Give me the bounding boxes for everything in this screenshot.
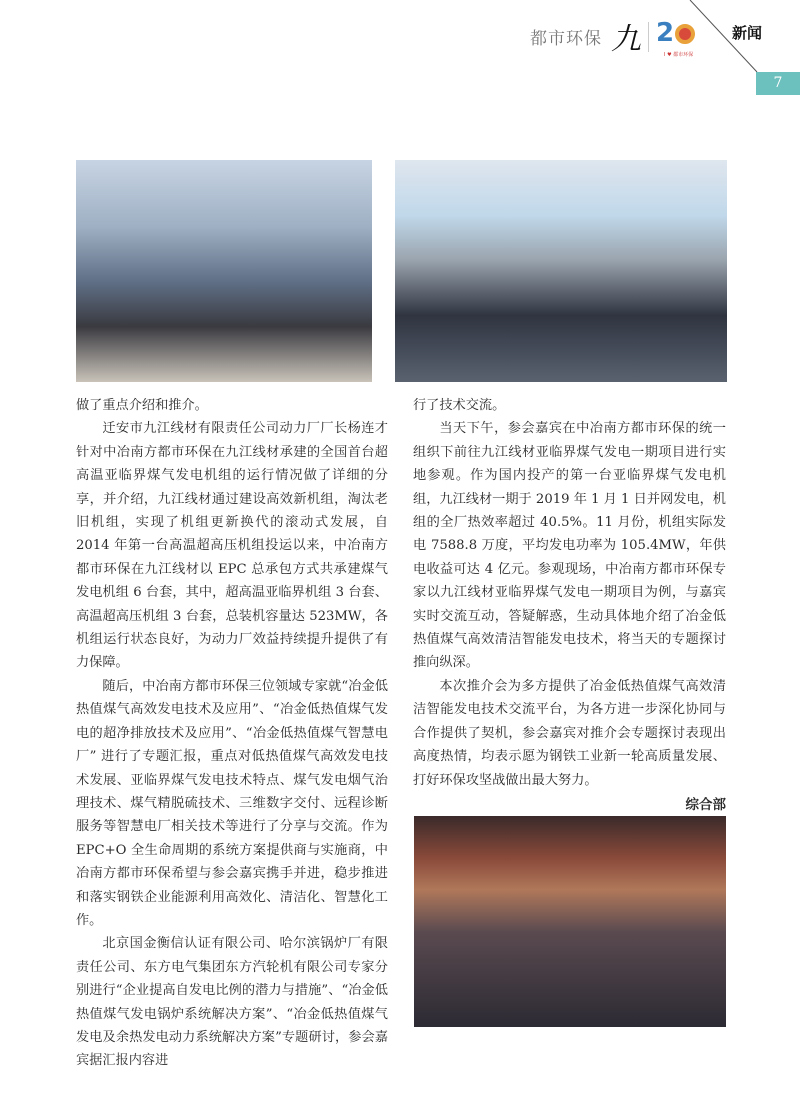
- calligraphy-logo: 九: [611, 22, 641, 57]
- anniversary-logo-sub: I ♥ 都市环保: [664, 52, 694, 58]
- article-right-column: [413, 394, 726, 817]
- paragraph: 随后，中冶南方都市环保三位领域专家就“冶金低热值煤气高效发电技术及应用”、“冶金低热值煤气发电的超净排放技术及应用”、“冶金低热值煤气智慧电厂” 进行了专题汇报，重点对低热值煤气高效发电技术发展、亚临界煤气发电技术特点、煤气发电烟气治理技术、煤气精脱硫技术、三维数字交付、远程诊断服务等智慧电厂相关技术等进行了分享与交流。作为 EPC+O 全生命周期的系统方案提供商与实施商，中冶南方都市环保希望与参会嘉宾携手并进，稳步推进和落实钢铁企业能源利用高效化、清洁化、智慧化工作。: [76, 678, 388, 928]
- brand-name: 都市环保: [530, 29, 602, 49]
- paragraph: 做了重点介绍和推介。: [76, 398, 208, 413]
- site-visit-photo: [76, 160, 372, 382]
- section-title: 新闻: [732, 24, 763, 42]
- byline: 综合部: [685, 796, 726, 813]
- article-left-column: [76, 394, 388, 1073]
- paragraph: 本次推介会为多方提供了冶金低热值煤气高效清洁智能发电技术交流平台，为各方进一步深化协同与合作提供了契机，参会嘉宾对推介会专题探讨表现出高度热情，均表示愿为钢铁工业新一轮高质量发展、打好环保攻坚战做出最大努力。: [413, 678, 726, 788]
- header-divider: [648, 22, 649, 52]
- page-number: 7: [756, 72, 800, 95]
- paragraph: 行了技术交流。: [413, 398, 506, 413]
- control-room-photo: [395, 160, 727, 382]
- anniversary-logo: 2: [656, 18, 695, 48]
- paragraph: 北京国金衡信认证有限公司、哈尔滨锅炉厂有限责任公司、东方电气集团东方汽轮机有限公司专家分别进行“企业提高自发电比例的潜力与措施”、“冶金低热值煤气发电锅炉系统解决方案”、“冶金低热值煤气发电及余热发电动力系统解决方案”专题研讨，参会嘉宾据汇报内容进: [76, 936, 388, 1069]
- paragraph: 迁安市九江线材有限责任公司动力厂厂长杨连才针对中冶南方都市环保在九江线材承建的全国首台超高温亚临界煤气发电机组的运行情况做了详细的分享，并介绍，九江线材通过建设高效新机组，淘汰老旧机组，实现了机组更新换代的滚动式发展，自 2014 年第一台高温超高压机组投运以来，中冶南方都市环保在九江线材以 EPC 总承包方式共承建煤气发电机组 6 台套，其中，超高温亚临界机组 3 台套、高温超高压机组 3 台套，总装机容量达 523MW，各机组运行状态良好，为动力厂效益持续提升提供了有力保障。: [76, 421, 388, 671]
- conference-photo: [414, 816, 726, 1027]
- header-diagonal-line: [0, 0, 800, 100]
- paragraph: 当天下午，参会嘉宾在中冶南方都市环保的统一组织下前往九江线材亚临界煤气发电一期项目进行实地参观。作为国内投产的第一台亚临界煤气发电机组，九江线材一期于 2019 年 1 月 1 日并网发电，机组的全厂热效率超过 40.5%。11 月份，机组实际发电 7588.8 万度，平均发电功率为 105.4MW，年供电收益可达 4 亿元。参观现场，中冶南方都市环保专家以九江线材亚临界煤气发电一期项目为例，与嘉宾实时交流互动，答疑解惑，生动具体地介绍了冶金低热值煤气高效清洁智能发电技术，将当天的专题探讨推向纵深。: [413, 421, 726, 671]
